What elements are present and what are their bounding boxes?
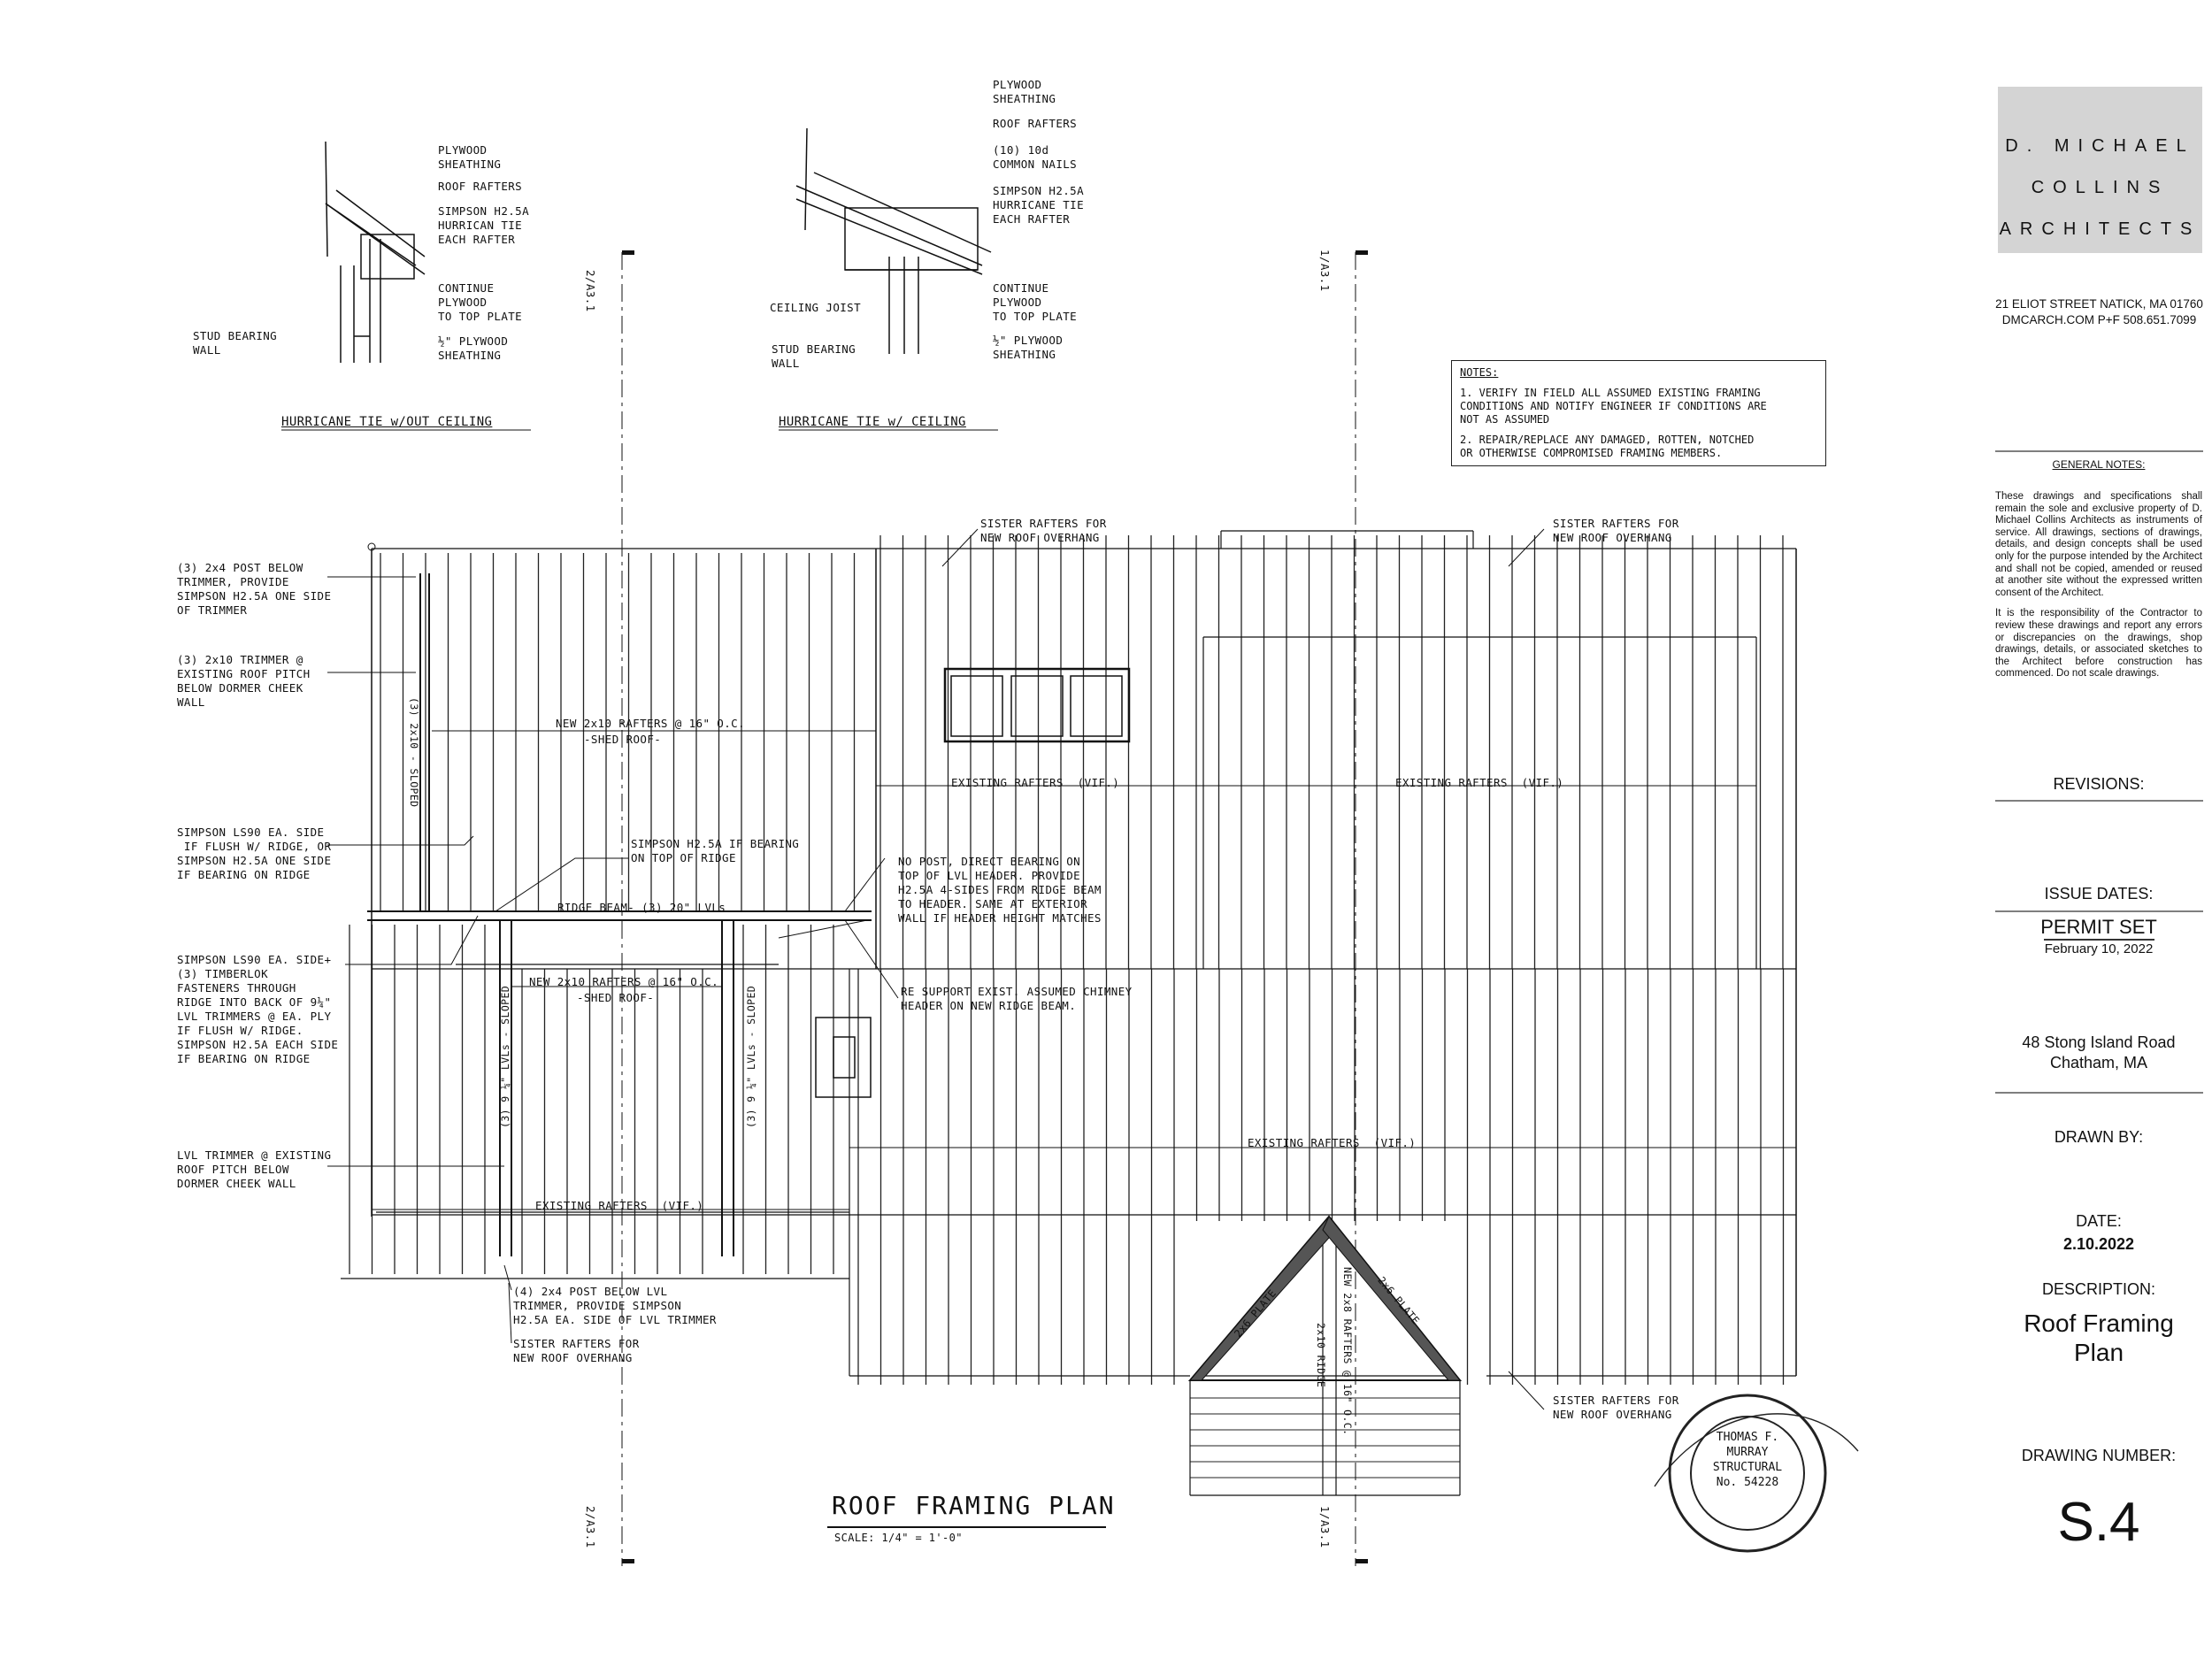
- detail-right-title: HURRICANE TIE w/ CEILING: [779, 415, 966, 429]
- firm-logo: [1998, 87, 2202, 253]
- description-label: DESCRIPTION:: [2041, 1280, 2155, 1298]
- label-2x10-ridge: 2x10 RIDGE: [1315, 1323, 1327, 1388]
- detail-right-continue-label: CONTINUE PLYWOOD TO TOP PLATE: [993, 281, 1078, 323]
- detail-right-simpson-label: SIMPSON H2.5A HURRICANE TIE EACH RAFTER: [993, 184, 1085, 226]
- detail-left-simpson-label: SIMPSON H2.5A HURRICAN TIE EACH RAFTER: [438, 204, 530, 246]
- label-new-rafters-mid: NEW 2x10 RAFTERS @ 16" O.C.: [529, 975, 718, 988]
- detail-right-joist-label: CEILING JOIST: [770, 301, 862, 314]
- general-notes-heading: GENERAL NOTES:: [2052, 458, 2146, 471]
- detail-left-title: HURRICANE TIE w/OUT CEILING: [281, 415, 493, 429]
- firm-line-1: D. MICHAEL: [2005, 136, 2195, 156]
- issue-name: PERMIT SET: [2040, 916, 2157, 938]
- issue-dates-label: ISSUE DATES:: [2044, 885, 2154, 902]
- firm-contact: DMCARCH.COM P+F 508.651.7099: [2001, 313, 2197, 326]
- section-mark-left-bottom: 2/A3.1: [584, 1506, 597, 1548]
- svg-text:STRUCTURAL: STRUCTURAL: [1712, 1461, 1783, 1474]
- note-sister-top-1: SISTER RAFTERS FOR NEW ROOF OVERHANG: [980, 517, 1107, 544]
- label-existing-rafters-2: EXISTING RAFTERS (VIF.): [1395, 776, 1564, 789]
- note-ls90: SIMPSON LS90 EA. SIDE IF FLUSH W/ RIDGE, OR SIMPSON H2.5A ONE SIDE IF BEARING ON RIDGE: [177, 826, 332, 881]
- section-mark-left-top: 2/A3.1: [584, 270, 597, 312]
- detail-left-sketch: [326, 142, 425, 363]
- section-mark-right-top: 1/A3.1: [1318, 250, 1332, 292]
- label-plate-right: 2x6 PLATE: [1375, 1274, 1423, 1327]
- detail-left-stud-label: STUD BEARING WALL: [193, 329, 278, 357]
- note-post-below-lvl: (4) 2x4 POST BELOW LVL TRIMMER, PROVIDE SIMPSON H2.5A EA. SIDE OF LVL TRIMMER: [513, 1285, 717, 1326]
- label-new-2x8: NEW 2x8 RAFTERS @ 16" O.C.: [1341, 1267, 1354, 1436]
- drawing-number-label: DRAWING NUMBER:: [2021, 1447, 2177, 1464]
- note-sister-bottom-left: SISTER RAFTERS FOR NEW ROOF OVERHANG: [513, 1337, 640, 1364]
- label-plate-left: 2x6 PLATE: [1232, 1286, 1279, 1340]
- detail-right-rafters-label: ROOF RAFTERS: [993, 117, 1078, 130]
- note-ls90-timberlok: SIMPSON LS90 EA. SIDE+ (3) TIMBERLOK FASTENERS THROUGH RIDGE INTO BACK OF 9¼" LVL TRIMMERS @ EA. PLY IF FLUSH W/ RIDGE. SIMPSON H2.5A EACH SIDE IF BEARING ON RIDGE: [177, 953, 339, 1065]
- section-mark-right-bottom: 1/A3.1: [1318, 1506, 1332, 1548]
- note-lvl-trimmer: LVL TRIMMER @ EXISTING ROOF PITCH BELOW DORMER CHEEK WALL: [177, 1148, 332, 1190]
- note-post-below-trimmer: (3) 2x4 POST BELOW TRIMMER, PROVIDE SIMPSON H2.5A ONE SIDE OF TRIMMER: [177, 561, 332, 617]
- note-1: 1. VERIFY IN FIELD ALL ASSUMED EXISTING FRAMING CONDITIONS AND NOTIFY ENGINEER IF CONDITIONS ARE NOT AS ASSUMED: [1460, 387, 1767, 426]
- notes-box: [1451, 360, 1826, 466]
- issue-underline: [2044, 939, 2154, 941]
- detail-left-halfply-label: ½" PLYWOOD SHEATHING: [438, 334, 509, 362]
- drawn-by-label: DRAWN BY:: [2054, 1128, 2144, 1146]
- issue-date: February 10, 2022: [2044, 941, 2154, 956]
- note-chimney: RE SUPPORT EXIST. ASSUMED CHIMNEY HEADER ON NEW RIDGE BEAM.: [901, 985, 1133, 1012]
- drawing-number: S.4: [2057, 1492, 2140, 1553]
- engineer-seal: [1655, 1395, 1858, 1551]
- label-lvl-right: (3) 9 ¼" LVLs - SLOPED: [745, 985, 757, 1128]
- plan-scale: SCALE: 1/4" = 1'-0": [834, 1532, 963, 1544]
- plan-title: ROOF FRAMING PLAN: [832, 1491, 1116, 1520]
- detail-left-plywood-label: PLYWOOD SHEATHING: [438, 143, 502, 171]
- detail-right-plywood-label: PLYWOOD SHEATHING: [993, 78, 1056, 105]
- project-address-1: 48 Stong Island Road: [2022, 1033, 2176, 1051]
- project-address-2: Chatham, MA: [2049, 1054, 2148, 1071]
- note-2: 2. REPAIR/REPLACE ANY DAMAGED, ROTTEN, NOTCHED OR OTHERWISE COMPROMISED FRAMING MEMBERS.: [1460, 434, 1755, 459]
- note-trimmer: (3) 2x10 TRIMMER @ EXISTING ROOF PITCH BELOW DORMER CHEEK WALL: [177, 653, 311, 709]
- detail-left-rafters-label: ROOF RAFTERS: [438, 180, 523, 193]
- general-notes-p1: These drawings and specifications shall remain the sole and exclusive property of D. Michael Collins Architects as instruments of service. All drawings, sections of drawings, details, and design concepts shall be used only for the purpose intended by the Architect and shall not be copied, amended or reused at another site without the expressed written consent of the Architect.: [1995, 491, 2202, 598]
- firm-line-2: COLLINS: [2031, 178, 2170, 197]
- note-sister-bottom-right: SISTER RAFTERS FOR NEW ROOF OVERHANG: [1553, 1394, 1679, 1421]
- detail-left-continue-label: CONTINUE PLYWOOD TO TOP PLATE: [438, 281, 523, 323]
- date-label: DATE:: [2076, 1212, 2122, 1230]
- note-no-post: NO POST, DIRECT BEARING ON TOP OF LVL HEADER. PROVIDE H2.5A 4-SIDES FROM RIDGE BEAM TO HEADER. SAME AT EXTERIOR WALL IF HEADER HEIGHT MATCHES: [898, 855, 1102, 925]
- detail-right-halfply-label: ½" PLYWOOD SHEATHING: [993, 334, 1064, 361]
- firm-line-3: ARCHITECTS: [1999, 219, 2201, 239]
- label-shed-top: -SHED ROOF-: [584, 733, 662, 746]
- firm-address: 21 ELIOT STREET NATICK, MA 01760: [1995, 297, 2203, 311]
- label-existing-rafters-4: EXISTING RAFTERS (VIF.): [535, 1199, 704, 1212]
- general-notes: [1995, 491, 2202, 680]
- label-shed-mid: -SHED ROOF-: [577, 991, 655, 1004]
- label-existing-rafters-1: EXISTING RAFTERS (VIF.): [951, 776, 1120, 789]
- label-trimmer-vertical: (3) 2x10 - SLOPED: [408, 697, 420, 808]
- svg-text:MURRAY: MURRAY: [1726, 1446, 1769, 1459]
- date-value: 2.10.2022: [2062, 1235, 2135, 1253]
- label-lvl-left: (3) 9 ¼" LVLs - SLOPED: [499, 985, 511, 1128]
- general-notes-p2: It is the responsibility of the Contractor to review these drawings and report any errors or discrepancies on the drawings, shop drawings, details, or associated sketches to the Architect before construction has commenced. Do not scale drawings.: [1995, 608, 2202, 680]
- description-line-1: Roof Framing: [2024, 1310, 2174, 1337]
- description-line-2: Plan: [2073, 1339, 2124, 1366]
- svg-text:No. 54228: No. 54228: [1716, 1476, 1779, 1489]
- revisions-label: REVISIONS:: [2053, 775, 2145, 793]
- label-existing-rafters-3: EXISTING RAFTERS (VIF.): [1248, 1136, 1417, 1149]
- note-h25-ridge: SIMPSON H2.5A IF BEARING ON TOP OF RIDGE: [631, 837, 800, 864]
- note-sister-top-2: SISTER RAFTERS FOR NEW ROOF OVERHANG: [1553, 517, 1679, 544]
- label-new-rafters-top: NEW 2x10 RAFTERS @ 16" O.C.: [556, 717, 745, 730]
- label-ridge-beam: RIDGE BEAM- (3) 20" LVLs: [557, 901, 726, 914]
- svg-text:THOMAS F.: THOMAS F.: [1716, 1431, 1779, 1444]
- detail-right-stud-label: STUD BEARING WALL: [772, 342, 856, 370]
- notes-heading: NOTES:: [1460, 366, 1499, 379]
- detail-right-sketch: [796, 128, 991, 354]
- detail-right-nails-label: (10) 10d COMMON NAILS: [993, 143, 1078, 171]
